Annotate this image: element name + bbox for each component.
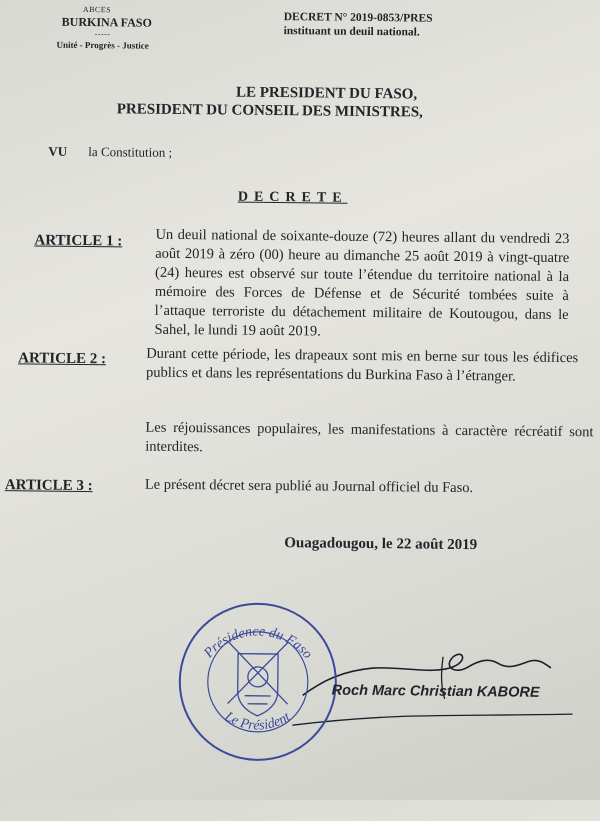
article-2-paragraph-1: Durant cette période, les drapeaux sont mis en berne sur tous les édifices publics et dans les représentations du Burkina Faso à l’étranger. bbox=[145, 345, 579, 385]
article-3-label: ARTICLE 3 : bbox=[4, 477, 93, 495]
signatory-name: Roch Marc Christian KABORE bbox=[331, 682, 540, 701]
stamp-bottom-text: Le Président bbox=[221, 709, 294, 734]
article-2-paragraph-2: Les réjouissances populaires, les manifestations à caractère récréatif sont interdites. bbox=[145, 419, 594, 456]
place-date: Ouagadougou, le 22 août 2019 bbox=[284, 535, 478, 554]
decree-number: DECRET N° 2019-0853/PRES bbox=[283, 11, 433, 25]
title-line-1: LE PRESIDENT DU FASO, bbox=[235, 84, 418, 103]
header-separator: ----- bbox=[94, 29, 111, 39]
coat-of-arms-icon bbox=[227, 642, 288, 717]
header-country: BURKINA FASO bbox=[61, 14, 152, 30]
presidential-seal-stamp bbox=[172, 591, 344, 763]
stamp-top-text: Présidence du Faso bbox=[201, 624, 315, 662]
article-2-label: ARTICLE 2 : bbox=[18, 350, 107, 368]
article-3-text: Le présent décret sera publié au Journal officiel du Faso. bbox=[144, 476, 474, 497]
vu-label: VU bbox=[48, 143, 68, 159]
decree-subject: instituant un deuil national. bbox=[283, 25, 420, 39]
header-abbrev: ABCES bbox=[82, 4, 112, 15]
decrete-heading: DECRETE bbox=[237, 189, 348, 206]
vu-text: la Constitution ; bbox=[88, 144, 173, 160]
title-line-2: PRESIDENT DU CONSEIL DES MINISTRES, bbox=[116, 101, 423, 121]
article-1-label: ARTICLE 1 : bbox=[34, 232, 123, 250]
article-1-text: Un deuil national de soixante-douze (72) heures allant du vendredi 23 août 2019 à zéro (00) heure au dimanche 25 août 2019 à vingt-quatre (24) heures est observé sur toute l’étendue du territoire national à la mémoire des Forces de Défense et de Sécurité tombées suite à l’attaque terroriste du détachement militaire de Koutougou, dans le Sahel, le lundi 19 août 2019. bbox=[154, 226, 570, 340]
header-motto: Unité - Progrès - Justice bbox=[56, 39, 149, 51]
